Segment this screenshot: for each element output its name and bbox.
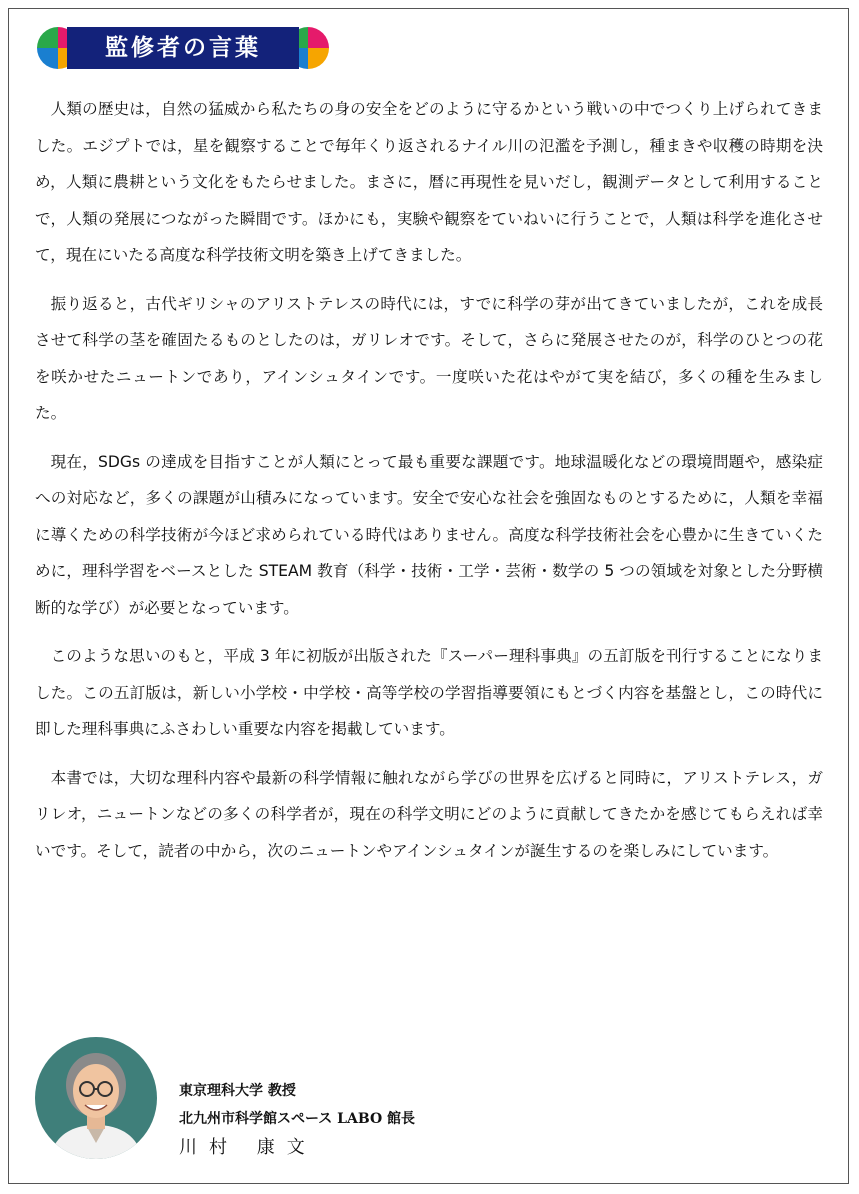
- author-block: [35, 1037, 535, 1167]
- paragraph-1: 人類の歴史は，自然の猛威から私たちの身の安全をどのように守るかという戦いの中でつくり上げられてきました。エジプトでは，星を観察することで毎年くり返されるナイル川の氾濫を予測し，種まきや収穫の時期を決め，人類に農耕という文化をもたらせました。まさに，暦に再現性を見いだし，観測データとして利用することで，人類の発展につながった瞬間です。ほかにも，実験や観察をていねいに行うことで，人類は科学を進化させて，現在にいたる高度な科学技術文明を築き上げてきました。: [35, 100, 823, 264]
- paragraph-5: 本書では，大切な理科内容や最新の科学情報に触れながら学びの世界を広げると同時に，アリストテレス，ガリレオ，ニュートンなどの多くの科学者が，現在の科学文明にどのように貢献してきたかを感じてもらえれば幸いです。そして，読者の中から，次のニュートンやアインシュタインが誕生するのを楽しみにしています。: [35, 768, 823, 860]
- author-affiliation-museum: 北九州市科学館スペース LABO 館長: [179, 1111, 416, 1127]
- author-name: 川村 康文: [179, 1137, 317, 1158]
- author-affiliation-university: 東京理科大学 教授: [179, 1083, 296, 1099]
- paragraph-3: 現在，SDGs の達成を目指すことが人類にとって最も重要な課題です。地球温暖化などの環境問題や，感染症への対応など，多くの課題が山積みになっています。安全で安心な社会を強固なものとするために，人類を幸福に導くための科学技術が今ほど求められている時代はありません。高度な科学技術社会を心豊かに生きていくために，理科学習をベースとした STEAM 教育（科学・技術・工学・芸術・数学の 5 つの領域を対象とした分野横断的な学び）が必要となっています。: [35, 452, 823, 617]
- section-header: [37, 27, 329, 69]
- author-portrait-icon: [35, 1037, 157, 1159]
- body-text: [35, 91, 823, 881]
- document-page: [8, 8, 849, 1184]
- avatar: [35, 1037, 157, 1159]
- paragraph-2: 振り返ると，古代ギリシャのアリストテレスの時代には，すでに科学の芽が出てきていましたが，これを成長させて科学の茎を確固たるものとしたのは，ガリレオです。そして，さらに発展させたのが，科学のひとつの花を咲かせたニュートンであり，アインシュタインです。一度咲いた花はやがて実を結び，多くの種を生みました。: [35, 294, 823, 422]
- paragraph-4: このような思いのもと，平成 3 年に初版が出版された『スーパー理科事典』の五訂版を刊行することになりました。この五訂版は，新しい小学校・中学校・高等学校の学習指導要領にもとづく内容を基盤とし，この時代に即した理科事典にふさわしい重要な内容を掲載しています。: [35, 647, 823, 738]
- author-info: [179, 1077, 415, 1163]
- section-title: 監修者の言葉: [105, 35, 261, 61]
